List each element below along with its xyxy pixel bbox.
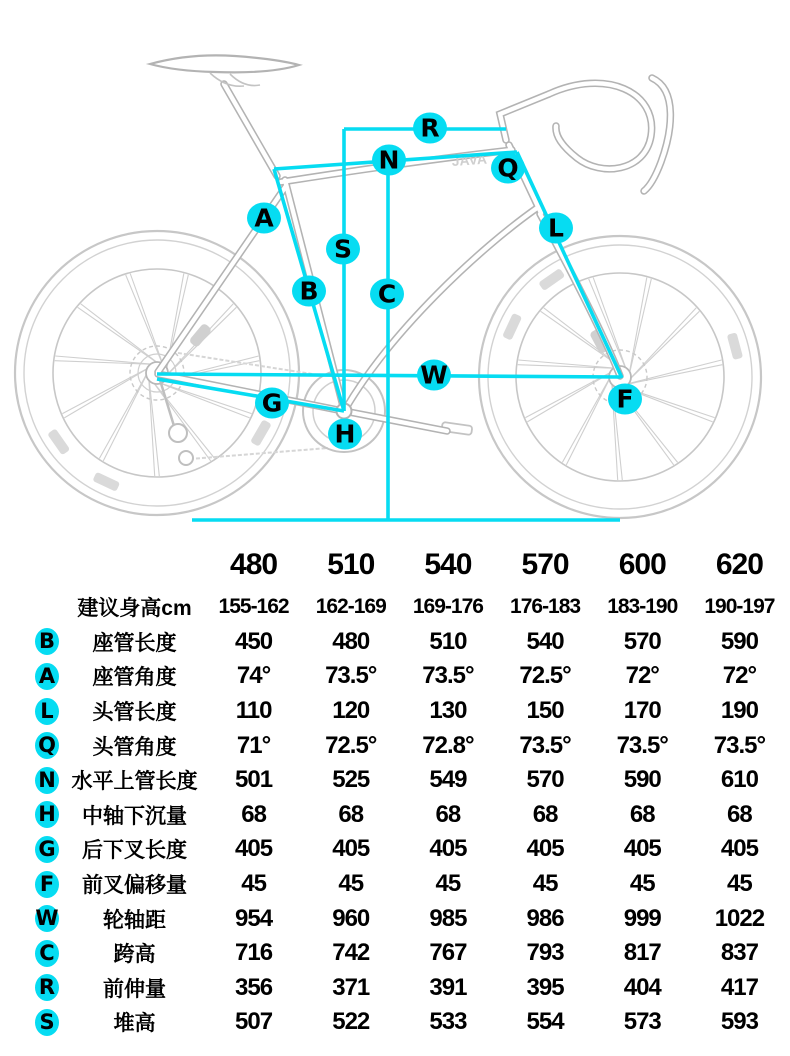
cell-value: 405 (332, 835, 370, 863)
cell-value: 837 (720, 939, 758, 967)
row-label-W: 轮轴距 (103, 908, 166, 932)
cell-value: 68 (629, 800, 655, 828)
table-row (30, 694, 788, 729)
row-badge-G: G (35, 836, 59, 863)
cell-value: 417 (720, 973, 758, 1001)
cell-value: 45 (532, 870, 558, 898)
row-badge-cell (30, 698, 64, 725)
cell-value: 525 (332, 766, 370, 794)
cell-value: 356 (235, 973, 273, 1001)
height-range-value: 190-197 (704, 595, 775, 619)
cell-value: 405 (526, 835, 564, 863)
row-badge-cell (30, 905, 64, 932)
cell-value: 533 (429, 1008, 467, 1036)
cell-value: 73.5° (325, 662, 377, 690)
cell-value: 72.5° (519, 662, 571, 690)
cell-value: 817 (623, 939, 661, 967)
cell-value: 570 (623, 627, 661, 655)
cell-value: 71° (236, 731, 271, 759)
row-label-F: 前叉偏移量 (82, 874, 187, 898)
row-badge-F: F (35, 871, 59, 898)
row-badge-cell (30, 940, 64, 967)
height-range-value: 169-176 (412, 595, 483, 619)
cell-value: 593 (720, 1008, 758, 1036)
row-label-S: 堆高 (113, 1012, 156, 1036)
row-badge-cell (30, 732, 64, 759)
row-label-Q: 头管角度 (92, 735, 177, 759)
table-row (30, 728, 788, 763)
cell-value: 45 (338, 870, 364, 898)
row-badge-cell (30, 871, 64, 898)
height-range-value: 155-162 (218, 595, 289, 619)
cell-value: 999 (623, 904, 661, 932)
cell-value: 954 (235, 904, 273, 932)
cell-value: 170 (623, 697, 661, 725)
cell-value: 405 (235, 835, 273, 863)
row-badge-C: C (35, 940, 59, 967)
cell-value: 68 (338, 800, 364, 828)
cell-value: 985 (429, 904, 467, 932)
dim-badge-H: H (328, 419, 362, 450)
size-header-480: 480 (230, 548, 278, 581)
cell-value: 150 (526, 697, 564, 725)
row-badge-cell (30, 628, 64, 655)
row-label-A: 座管角度 (92, 666, 177, 690)
cell-value: 405 (720, 835, 758, 863)
cell-value: 590 (720, 627, 758, 655)
cell-value: 522 (332, 1008, 370, 1036)
cell-value: 45 (727, 870, 752, 898)
cell-value: 74° (236, 662, 271, 690)
cell-value: 68 (727, 800, 752, 828)
cell-value: 716 (235, 939, 273, 967)
dim-badge-A: A (247, 203, 281, 234)
dim-badge-R: R (413, 113, 447, 144)
dim-badge-G: G (255, 388, 289, 419)
row-badge-B: B (35, 628, 59, 655)
dim-badge-W: W (417, 360, 451, 391)
table-row (30, 971, 788, 1006)
cell-value: 510 (429, 627, 467, 655)
cell-value: 395 (526, 973, 564, 1001)
cell-value: 767 (429, 939, 467, 967)
cell-value: 45 (629, 870, 655, 898)
row-badge-L: L (35, 698, 59, 725)
brand-mark-text: JAVA (451, 150, 488, 169)
dim-badge-S: S (326, 234, 360, 265)
table-row (30, 540, 788, 590)
row-badge-cell (30, 767, 64, 794)
height-range-value: 183-190 (607, 595, 678, 619)
row-badge-cell (30, 836, 64, 863)
row-badge-Q: Q (35, 732, 59, 759)
cell-value: 986 (526, 904, 564, 932)
drivetrain (160, 323, 610, 465)
cell-value: 73.5° (519, 731, 571, 759)
dim-badge-L: L (539, 213, 573, 244)
table-row (30, 659, 788, 694)
table-row (30, 590, 788, 625)
line-wheelbase-W (157, 374, 620, 377)
cell-value: 960 (332, 904, 370, 932)
row-label-H: 中轴下沉量 (82, 804, 187, 828)
cell-value: 190 (720, 697, 758, 725)
height-row-label: 建议身高cm (77, 597, 192, 621)
cell-value: 45 (241, 870, 266, 898)
cell-value: 450 (235, 627, 273, 655)
cell-value: 549 (429, 766, 467, 794)
table-row (30, 901, 788, 936)
cell-value: 507 (235, 1008, 273, 1036)
cell-value: 73.5° (713, 731, 766, 759)
row-badge-S: S (35, 1009, 59, 1036)
size-header-570: 570 (521, 548, 569, 581)
row-badge-cell (30, 1009, 64, 1036)
cell-value: 1022 (714, 904, 765, 932)
size-header-510: 510 (327, 548, 375, 581)
cell-value: 68 (435, 800, 461, 828)
size-header-540: 540 (424, 548, 472, 581)
table-row (30, 798, 788, 833)
row-badge-cell (30, 974, 64, 1001)
row-label-C: 跨高 (113, 943, 156, 967)
row-badge-N: N (35, 767, 59, 794)
table-row (30, 763, 788, 798)
cell-value: 68 (532, 800, 558, 828)
dim-badge-N: N (372, 145, 406, 176)
row-label-R: 前伸量 (103, 977, 166, 1001)
dim-badge-B: B (292, 276, 326, 307)
size-header-620: 620 (715, 548, 763, 581)
cell-value: 72° (625, 662, 659, 690)
geometry-table (0, 540, 790, 1040)
cell-value: 573 (623, 1008, 661, 1036)
cell-value: 72° (722, 662, 757, 690)
height-range-value: 162-169 (315, 595, 386, 619)
row-label-N: 水平上管长度 (71, 770, 198, 794)
cell-value: 405 (623, 835, 661, 863)
cell-value: 554 (526, 1008, 564, 1036)
row-badge-A: A (35, 663, 59, 690)
row-badge-cell (30, 663, 64, 690)
height-range-value: 176-183 (510, 595, 581, 619)
cell-value: 405 (429, 835, 467, 863)
row-badge-R: R (35, 974, 59, 1001)
row-label-G: 后下叉长度 (82, 839, 187, 863)
row-badge-W: W (35, 906, 59, 931)
cell-value: 72.8° (422, 731, 474, 759)
cell-value: 501 (235, 766, 273, 794)
cell-value: 73.5° (422, 662, 474, 690)
cell-value: 72.5° (325, 731, 377, 759)
cell-value: 404 (623, 973, 661, 1001)
dim-badge-F: F (608, 384, 642, 415)
cell-value: 590 (623, 766, 661, 794)
cell-value: 793 (526, 939, 564, 967)
cell-value: 570 (526, 766, 564, 794)
table-row (30, 936, 788, 971)
cell-value: 610 (720, 766, 758, 794)
row-label-L: 头管长度 (92, 701, 177, 725)
dim-badge-Q: Q (491, 153, 525, 184)
row-badge-H: H (35, 801, 59, 828)
cell-value: 540 (526, 627, 564, 655)
cell-value: 391 (429, 973, 467, 1001)
cell-value: 371 (332, 973, 370, 1001)
cell-value: 480 (332, 627, 370, 655)
line-chainstay-G (157, 379, 344, 411)
measurement-lines (157, 129, 622, 520)
table-row (30, 832, 788, 867)
cell-value: 742 (332, 939, 370, 967)
cell-value: 120 (332, 697, 370, 725)
cell-value: 45 (435, 870, 461, 898)
cell-value: 68 (241, 800, 266, 828)
cell-value: 110 (235, 697, 272, 725)
row-badge-cell (30, 801, 64, 828)
table-row (30, 867, 788, 902)
dim-badge-C: C (370, 279, 404, 310)
cell-value: 130 (429, 697, 467, 725)
size-header-600: 600 (618, 548, 666, 581)
cell-value: 73.5° (616, 731, 668, 759)
table-row (30, 1005, 788, 1040)
saddle (150, 55, 299, 72)
table-row (30, 625, 788, 660)
row-label-B: 座管长度 (92, 631, 177, 655)
